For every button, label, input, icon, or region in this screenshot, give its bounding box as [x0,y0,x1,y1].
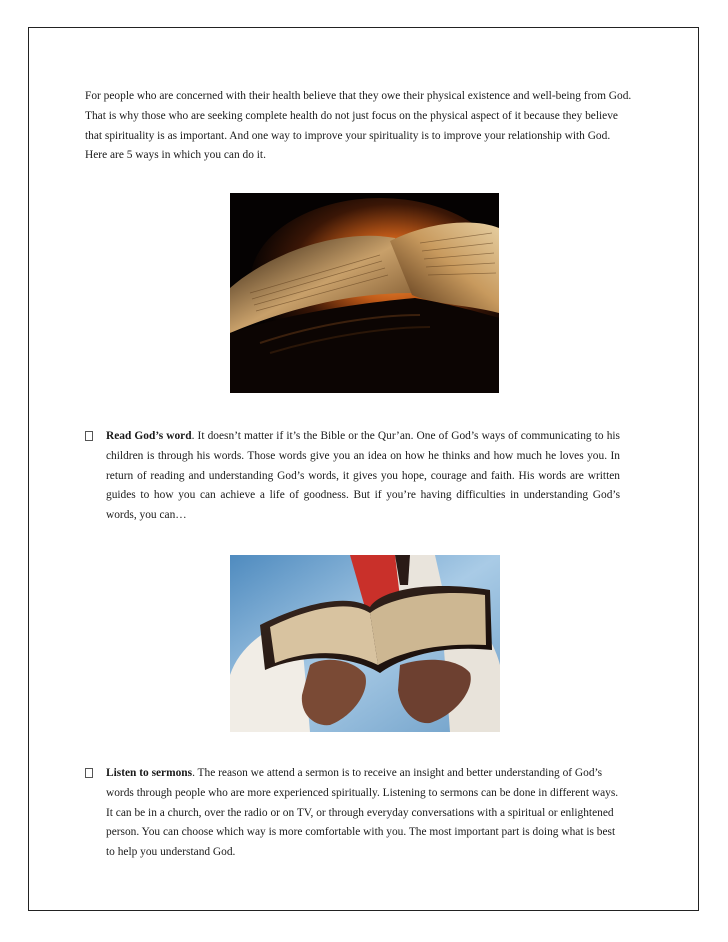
bullet-box-icon [85,431,93,441]
person-holding-bible-photo [230,555,500,732]
list-item-lead: Read God’s word [106,430,192,442]
intro-paragraph: For people who are concerned with their health believe that they owe their physical existence and well-being from God. That is why those who are seeking complete health do not just focus on the physical aspect of it because they believe that spirituality is as important. And one way to improve your spirituality is to improve your relationship with God. Here are 5 ways in which you can do it. [85,90,632,162]
list-item-lead: Listen to sermons [106,767,193,779]
list-item-listen-to-sermons [85,764,620,863]
list-item-body: . The reason we attend a sermon is to receive an insight and better understanding of God’s words through people who are more experienced spiritually. Listening to sermons can be done in different ways. It can be in a church, over the radio or on TV, or through everyday conversations with a spiritual or enlightened person. You can choose which way is more comfortable with you. The most important part is doing what is best to help you understand God. [106,767,619,859]
list-item-read-gods-word [85,427,620,526]
bullet-box-icon [85,768,93,778]
open-book-photo [230,193,499,393]
list-item-text [106,764,620,863]
list-item-text [106,427,620,526]
list-item-body: . It doesn’t matter if it’s the Bible or the Qur’an. One of God’s ways of communicating to his children is through his words. Those words give you an idea on how he thinks and how much he loves you. In return of reading and understanding God’s words, it gives you hope, courage and faith. His words are written guides to how you can achieve a life of goodness. But if you’re having difficulties in understanding God’s words, you can… [106,430,620,522]
